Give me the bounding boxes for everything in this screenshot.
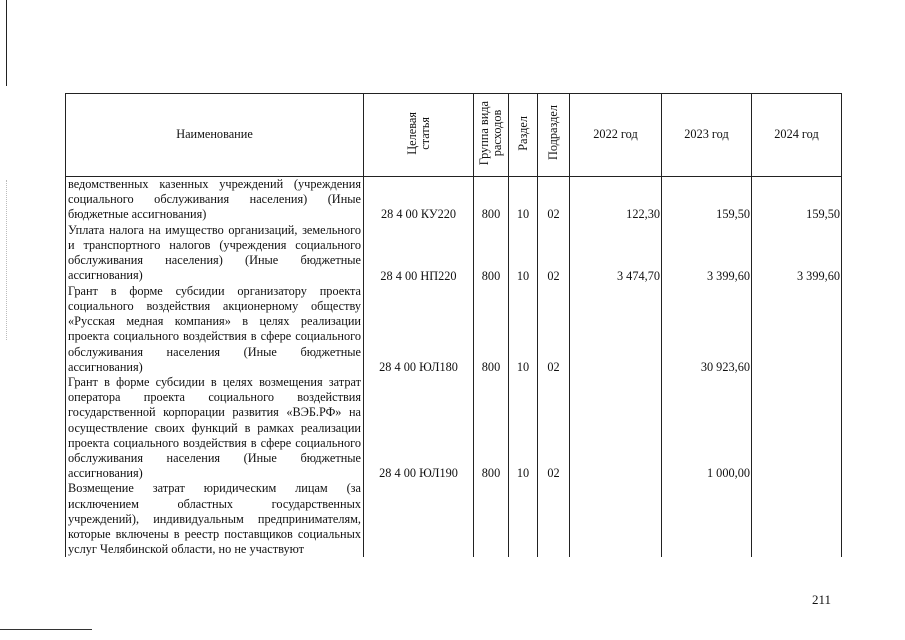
row-2022: 122,30 (570, 177, 662, 223)
scan-mark (0, 629, 92, 630)
row-2022 (570, 375, 662, 481)
row-2023 (662, 481, 752, 557)
binding-dots (6, 180, 8, 340)
row-group: 800 (474, 375, 509, 481)
row-2022: 3 474,70 (570, 223, 662, 284)
row-2024: 3 399,60 (752, 223, 842, 284)
row-section: 10 (509, 375, 538, 481)
row-name: Грант в форме субсидии организатору проекта социального воздействия акционерному обществу «Русская медная компания» в целях реализации проекта социального воздействия в сфере социального обслуживания населения (Иные бюджетные ассигнования) (66, 284, 364, 375)
row-subsection: 02 (538, 284, 570, 375)
row-section (509, 481, 538, 557)
row-code: 28 4 00 ЮЛ180 (364, 284, 474, 375)
row-section: 10 (509, 177, 538, 223)
row-2023: 159,50 (662, 177, 752, 223)
row-name: Возмещение затрат юридическим лицам (за исключением областных государственных учреждений), индивидуальным предпринимателям, которые включены в реестр поставщиков социальных услуг Челябинской области, но не участвуют (66, 481, 364, 557)
header-group: Группа вида расходов (474, 94, 509, 177)
budget-table (65, 93, 842, 557)
row-name: Уплата налога на имущество организаций, земельного и транспортного налогов (учреждения социального обслуживания населения) (Иные бюджетные ассигнования) (66, 223, 364, 284)
row-section: 10 (509, 223, 538, 284)
row-subsection: 02 (538, 177, 570, 223)
row-section: 10 (509, 284, 538, 375)
table-row (66, 375, 842, 481)
header-2024: 2024 год (752, 94, 842, 177)
row-2023: 1 000,00 (662, 375, 752, 481)
row-2024: 159,50 (752, 177, 842, 223)
budget-table-sheet (65, 93, 841, 579)
row-group: 800 (474, 177, 509, 223)
header-2023: 2023 год (662, 94, 752, 177)
row-2024 (752, 284, 842, 375)
row-2024 (752, 375, 842, 481)
row-group (474, 481, 509, 557)
table-row (66, 284, 842, 375)
page-number: 211 (812, 592, 832, 607)
row-name: Грант в форме субсидии в целях возмещения затрат оператора проекта социального воздействия государственной корпорации развития «ВЭБ.РФ» на осуществление своих функций в рамках реализации проекта социального воздействия в сфере социального обслуживания населения (Иные бюджетные ассигнования) (66, 375, 364, 481)
header-target: Целевая статья (364, 94, 474, 177)
table-header-row (66, 94, 842, 177)
row-2024 (752, 481, 842, 557)
row-subsection: 02 (538, 223, 570, 284)
header-section: Раздел (509, 94, 538, 177)
row-code (364, 481, 474, 557)
table-row (66, 481, 842, 557)
row-name: ведомственных казенных учреждений (учреждения социального обслуживания населения) (Иные бюджетные ассигнования) (66, 177, 364, 223)
row-2022 (570, 284, 662, 375)
table-row (66, 177, 842, 223)
row-2022 (570, 481, 662, 557)
header-name: Наименование (66, 94, 364, 177)
row-2023: 30 923,60 (662, 284, 752, 375)
binding-line (6, 0, 7, 86)
row-group: 800 (474, 223, 509, 284)
row-code: 28 4 00 КУ220 (364, 177, 474, 223)
row-2023: 3 399,60 (662, 223, 752, 284)
row-subsection (538, 481, 570, 557)
header-subsection: Подраздел (538, 94, 570, 177)
header-2022: 2022 год (570, 94, 662, 177)
row-code: 28 4 00 ЮЛ190 (364, 375, 474, 481)
row-group: 800 (474, 284, 509, 375)
table-row (66, 223, 842, 284)
row-subsection: 02 (538, 375, 570, 481)
row-code: 28 4 00 НП220 (364, 223, 474, 284)
